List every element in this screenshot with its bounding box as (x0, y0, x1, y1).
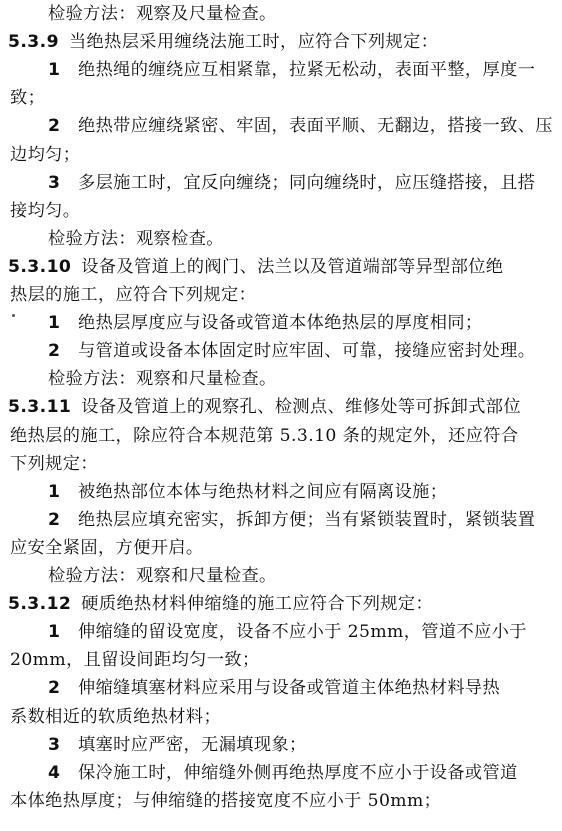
text-line (10, 424, 518, 448)
scan-speck (12, 314, 15, 317)
line-text: 绝热带应缠绕紧密、牢固，表面平顺、无翻边，搭接一致、压 (78, 116, 553, 136)
line-text: 当绝热层采用缠绕法施工时，应符合下列规定： (68, 32, 439, 52)
text-line (8, 395, 521, 419)
text-line (48, 676, 500, 700)
line-text: 伸缩缝的留设宽度，设备不应小于 25mm，管道不应小于 (78, 622, 527, 642)
line-text: 接均匀。 (10, 201, 81, 221)
line-text: 检验方法：观察及尺量检查。 (48, 4, 277, 24)
text-line (48, 508, 535, 532)
text-line (48, 171, 535, 195)
text-line (10, 86, 45, 110)
item-number: 2 (48, 510, 61, 530)
text-line (48, 2, 277, 26)
line-text: 保冷施工时，伸缩缝外侧再绝热厚度不应小于设备或管道 (78, 763, 518, 783)
text-line (48, 564, 277, 588)
line-text: 绝热层的施工，除应符合本规范第 5.3.10 条的规定外，还应符合 (10, 426, 519, 446)
text-line (48, 58, 535, 82)
text-line (48, 339, 535, 363)
text-line (10, 199, 80, 223)
text-line (48, 480, 447, 504)
text-line (10, 648, 260, 672)
text-line (48, 227, 224, 251)
line-text: 检验方法：观察和尺量检查。 (48, 369, 277, 389)
text-line (48, 733, 307, 757)
line-text: 致； (10, 88, 46, 108)
text-line (8, 255, 503, 279)
line-text: 伸缩缝填塞材料应采用与设备或管道主体绝热材料导热 (78, 678, 501, 698)
line-text: 绝热绳的缠绕应互相紧靠，拉紧无松动，表面平整，厚度一 (78, 60, 536, 80)
text-line (48, 367, 277, 391)
text-line (10, 143, 80, 167)
text-line (10, 283, 256, 307)
line-text: 绝热层厚度应与设备或管道本体绝热层的厚度相同； (78, 313, 483, 333)
line-text: 系数相近的软质绝热材料； (10, 707, 222, 727)
item-number: 3 (48, 735, 61, 755)
line-text: 检验方法：观察和尺量检查。 (48, 566, 277, 586)
item-number: 1 (48, 482, 61, 502)
text-line (48, 114, 553, 138)
line-text: 设备及管道上的阀门、法兰以及管道端部等异型部位绝 (81, 257, 504, 277)
item-number: 2 (48, 678, 61, 698)
line-text: 边均匀； (10, 145, 81, 165)
text-line (8, 592, 433, 616)
item-number: 1 (48, 622, 61, 642)
item-number: 2 (48, 116, 61, 136)
line-text: 填塞时应严密，无漏填现象； (78, 735, 307, 755)
item-number: 2 (48, 341, 61, 361)
text-line (10, 536, 203, 560)
line-text: 检验方法：观察检查。 (48, 229, 224, 249)
item-number: 1 (48, 60, 61, 80)
line-text: 应安全紧固，方便开启。 (10, 538, 204, 558)
item-number: 1 (48, 313, 61, 333)
text-line (8, 30, 438, 54)
item-number: 3 (48, 173, 61, 193)
section-number: 5.3.10 (8, 257, 72, 277)
text-line (10, 705, 221, 729)
line-text: 与管道或设备本体固定时应牢固、可靠，接缝应密封处理。 (78, 341, 536, 361)
text-line (10, 452, 98, 476)
section-number: 5.3.12 (8, 594, 72, 614)
text-line (48, 761, 518, 785)
line-text: 热层的施工，应符合下列规定： (10, 285, 257, 305)
line-text: 多层施工时，宜反向缠绕；同向缠绕时，应压缝搭接，且搭 (78, 173, 536, 193)
section-number: 5.3.11 (8, 397, 72, 417)
text-line (48, 311, 483, 335)
line-text: 被绝热部位本体与绝热材料之间应有隔离设施； (78, 482, 448, 502)
text-line (48, 620, 527, 644)
line-text: 设备及管道上的观察孔、检测点、维修处等可拆卸式部位 (81, 397, 521, 417)
line-text: 本体绝热厚度；与伸缩缝的搭接宽度不应小于 50mm； (10, 791, 442, 811)
section-number: 5.3.9 (8, 32, 59, 52)
item-number: 4 (48, 763, 61, 783)
line-text: 硬质绝热材料伸缩缝的施工应符合下列规定： (81, 594, 434, 614)
line-text: 绝热层应填充密实，拆卸方便；当有紧锁装置时，紧锁装置 (78, 510, 536, 530)
line-text: 20mm，且留设间距均匀一致； (10, 650, 260, 670)
text-line (10, 789, 441, 813)
line-text: 下列规定： (10, 454, 98, 474)
